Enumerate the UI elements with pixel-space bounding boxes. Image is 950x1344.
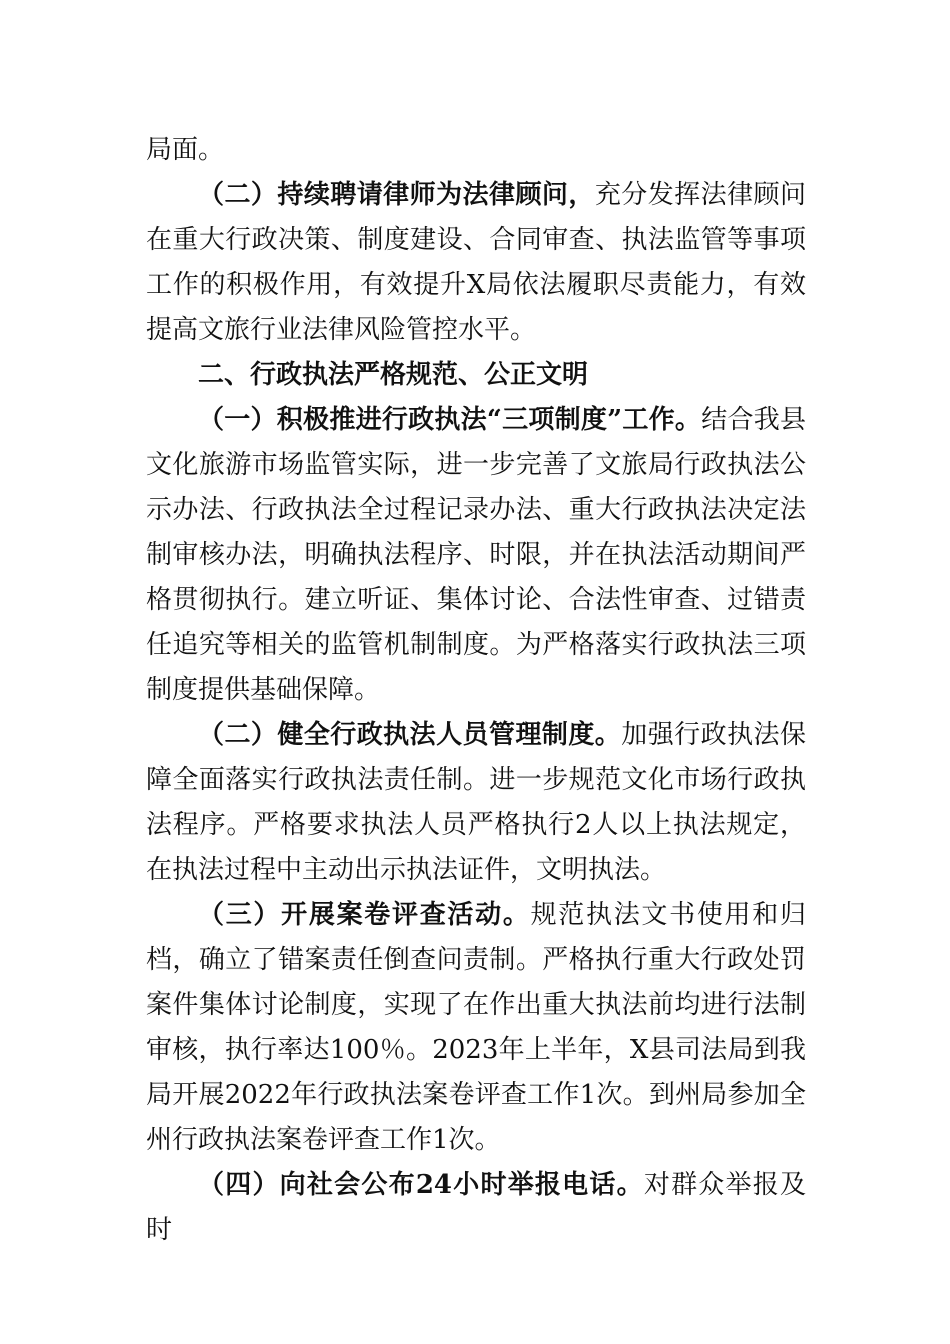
document-body xyxy=(146,128,806,1253)
paragraph-text: 加强行政执法保障全面落实行政执法责任制。进一步规范文化市场行政执法程序。严格要求执法人员严格执行2人以上执法规定，在执法过程中主动出示执法证件，文明执法。 xyxy=(146,720,806,885)
paragraph-legal-counsel xyxy=(146,173,806,353)
paragraph-lead: （三）开展案卷评查活动。 xyxy=(198,900,531,930)
section-heading: 二、行政执法严格规范、公正文明 xyxy=(198,360,589,390)
paragraph-personnel-management xyxy=(146,713,806,893)
paragraph-continuation xyxy=(146,128,806,173)
paragraph-lead: （二）健全行政执法人员管理制度。 xyxy=(198,720,622,750)
paragraph-text: 结合我县文化旅游市场监管实际，进一步完善了文旅局行政执法公示办法、行政执法全过程记录办法、重大行政执法决定法制审核办法，明确执法程序、时限，并在执法活动期间严格贯彻执行。建立听证、集体讨论、合法性审查、过错责任追究等相关的监管机制制度。为严格落实行政执法三项制度提供基础保障。 xyxy=(146,405,806,705)
continuation-text: 局面。 xyxy=(146,135,225,165)
paragraph-text: 充分发挥法律顾问在重大行政决策、制度建设、合同审查、执法监管等事项工作的积极作用，有效提升X局依法履职尽责能力，有效提高文旅行业法律风险管控水平。 xyxy=(146,180,806,345)
paragraph-text: 规范执法文书使用和归档，确立了错案责任倒查问责制。严格执行重大行政处罚案件集体讨论制度，实现了在作出重大执法前均进行法制审核，执行率达100％。2023年上半年，X县司法局到我局开展2022年行政执法案卷评查工作1次。到州局参加全州行政执法案卷评查工作1次。 xyxy=(146,900,806,1155)
paragraph-lead: （四）向社会公布24小时举报电话。 xyxy=(198,1170,644,1200)
paragraph-lead: （二）持续聘请律师为法律顾问， xyxy=(198,180,595,210)
paragraph-case-review xyxy=(146,893,806,1163)
paragraph-text: 对群众举报及时 xyxy=(146,1170,806,1245)
paragraph-hotline xyxy=(146,1163,806,1253)
paragraph-three-systems xyxy=(146,398,806,713)
paragraph-lead: （一）积极推进行政执法“三项制度”工作。 xyxy=(198,405,702,435)
